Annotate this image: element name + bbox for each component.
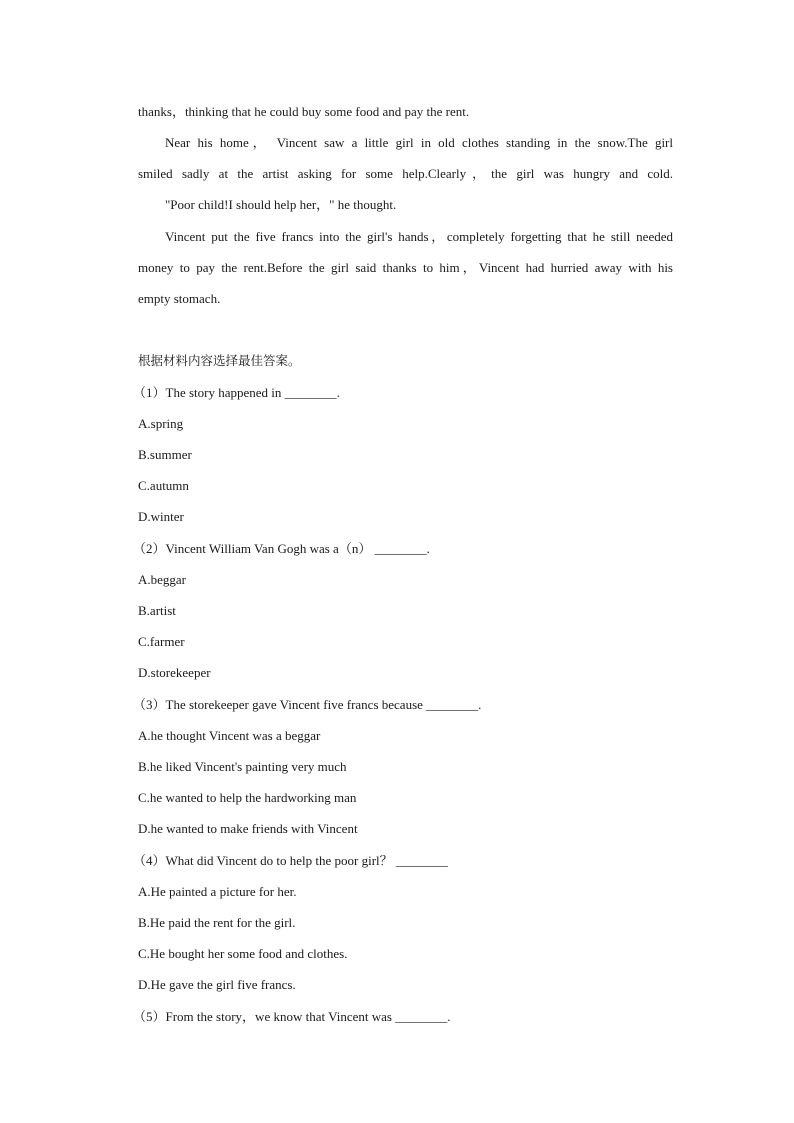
answer-option: C.He bought her some food and clothes.: [138, 946, 348, 961]
answer-option: A.beggar: [138, 572, 187, 587]
passage-line: Near his home， Vincent saw a little girl in old clothes standing in the snow.The girl: [165, 135, 673, 150]
passage-line: smiled sadly at the artist asking for some help.Clearly，the girl was hungry and cold.: [138, 166, 673, 181]
answer-option: A.He painted a picture for her.: [138, 884, 297, 899]
passage-line: money to pay the rent.Before the girl said thanks to him，Vincent had hurried away with his: [138, 260, 673, 275]
answer-option: B.artist: [138, 603, 176, 618]
passage-line: Vincent put the five francs into the girl's hands，completely forgetting that he still needed: [165, 229, 673, 244]
answer-option: D.storekeeper: [138, 665, 211, 680]
answer-option: B.He paid the rent for the girl.: [138, 915, 296, 930]
answer-option: A.spring: [138, 416, 184, 431]
passage-line: thanks，thinking that he could buy some food and pay the rent.: [138, 104, 470, 119]
question-stem: （3）The storekeeper gave Vincent five francs because ________.: [133, 697, 482, 712]
answer-option: D.winter: [138, 509, 184, 524]
answer-option: B.he liked Vincent's painting very much: [138, 759, 347, 774]
passage-line: "Poor child!I should help her，" he thought.: [165, 197, 397, 212]
passage-line: empty stomach.: [138, 291, 221, 306]
question-stem: （2）Vincent William Van Gogh was a（n） ________.: [133, 541, 430, 556]
instruction-heading: 根据材料内容选择最佳答案。: [138, 353, 301, 368]
answer-option: A.he thought Vincent was a beggar: [138, 728, 321, 743]
answer-option: C.autumn: [138, 478, 189, 493]
answer-option: C.farmer: [138, 634, 185, 649]
answer-option: B.summer: [138, 447, 192, 462]
question-stem: （4）What did Vincent do to help the poor girl？ ________: [133, 853, 448, 868]
answer-option: C.he wanted to help the hardworking man: [138, 790, 357, 805]
answer-option: D.he wanted to make friends with Vincent: [138, 821, 358, 836]
question-stem: （5）From the story，we know that Vincent was ________.: [133, 1009, 451, 1024]
answer-option: D.He gave the girl five francs.: [138, 977, 296, 992]
question-stem: （1）The story happened in ________.: [133, 385, 340, 400]
